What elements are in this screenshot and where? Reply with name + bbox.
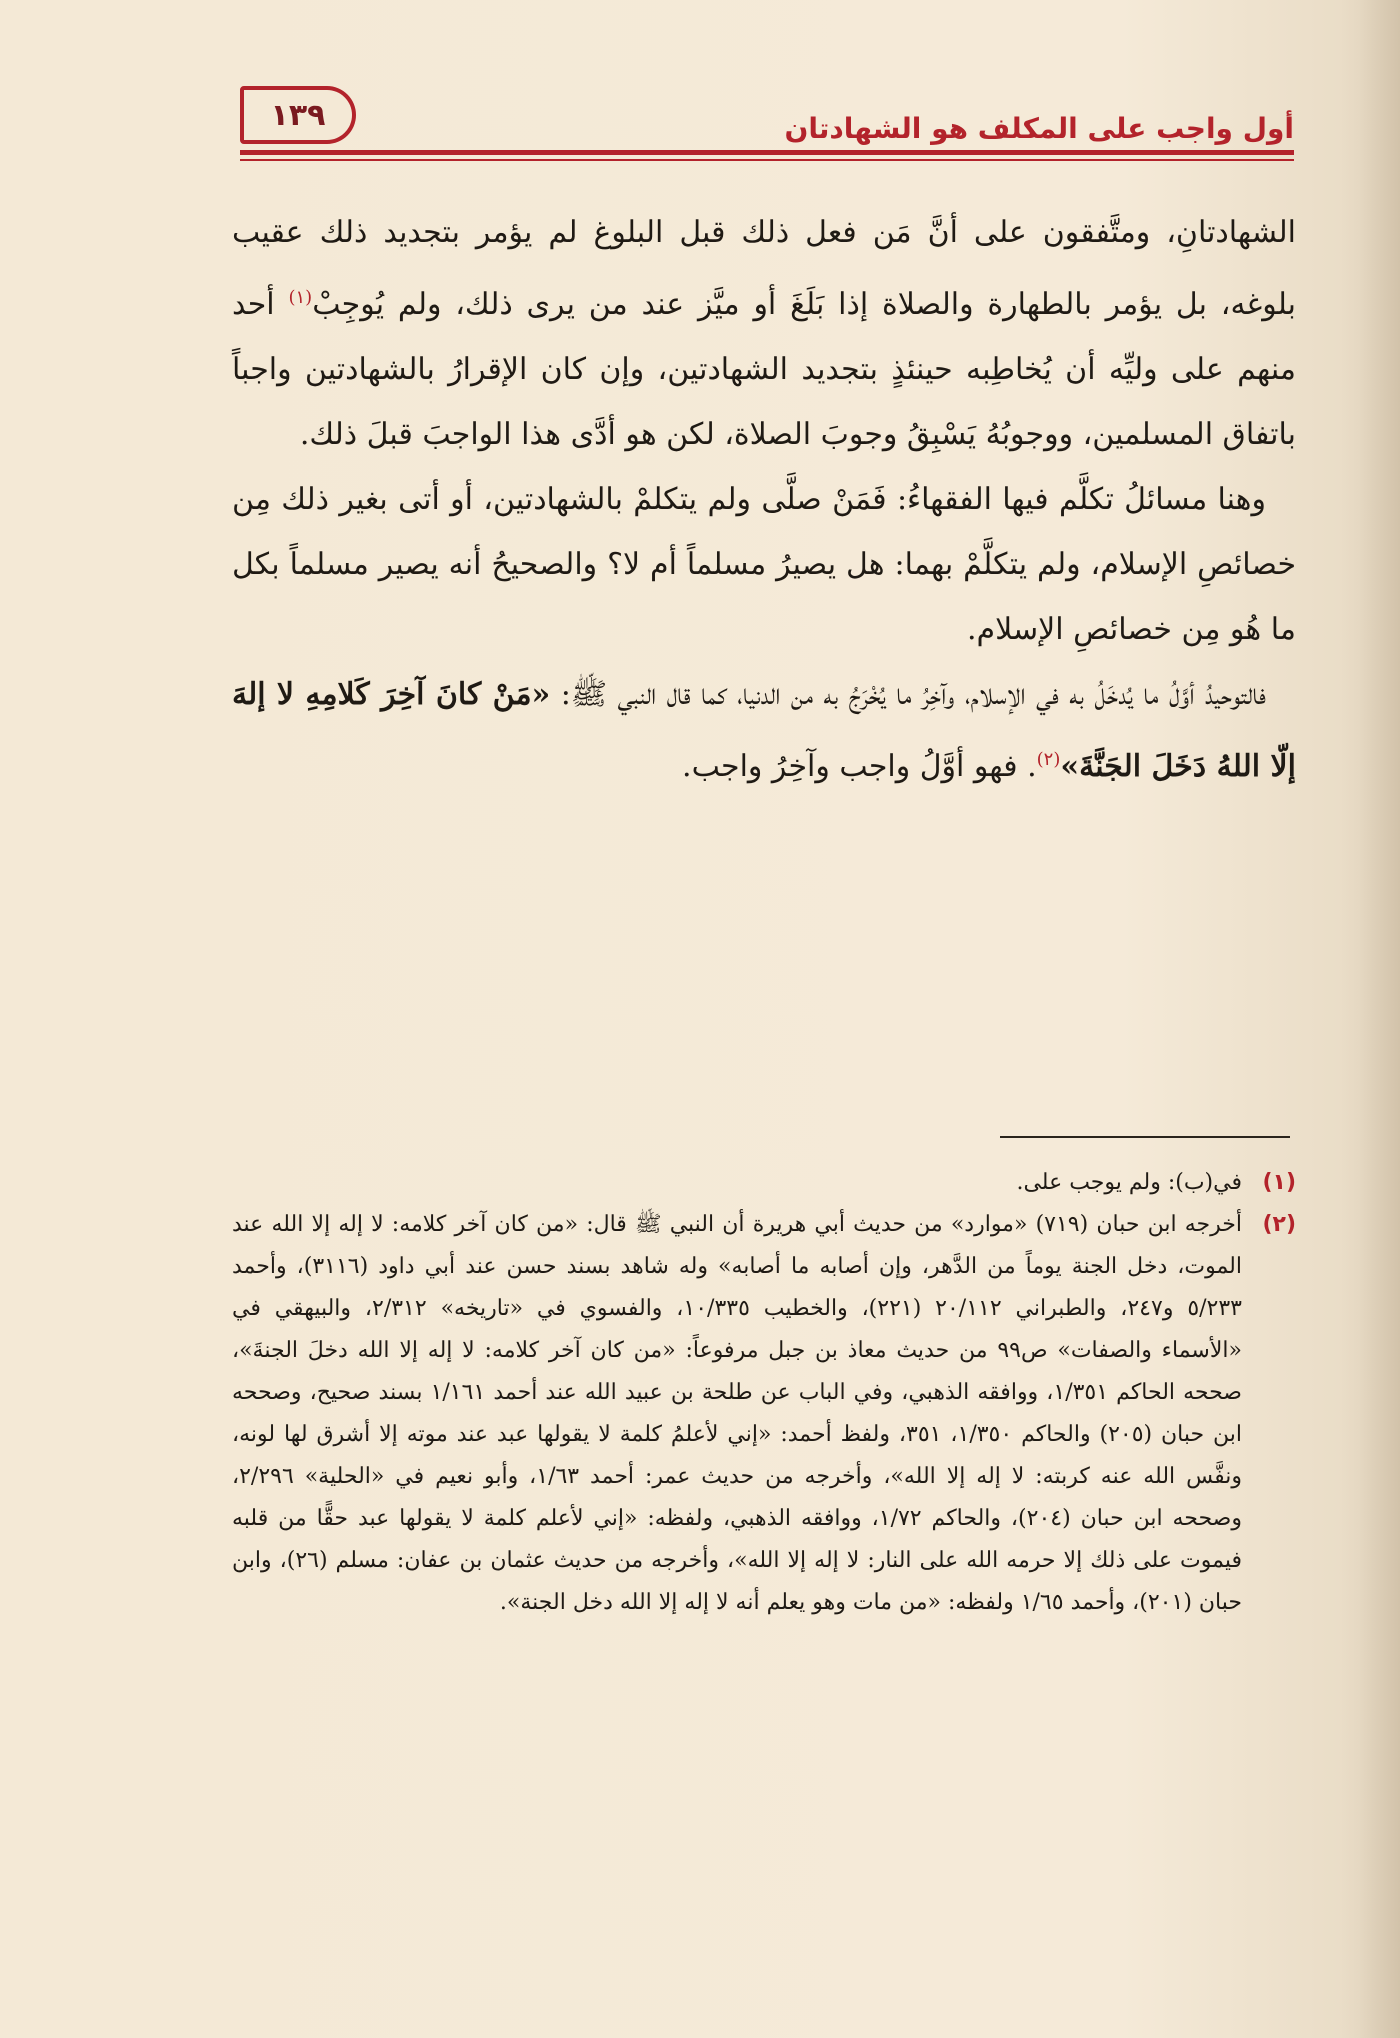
- page-edge-shade: [1340, 0, 1400, 2038]
- main-text: [232, 200, 1296, 799]
- header-rule-thin: [240, 159, 1294, 161]
- page-number: ١٣٩: [240, 86, 356, 144]
- paragraph-1: [232, 200, 1296, 467]
- footnote-text: في(ب): ولم يوجب على.: [1016, 1170, 1242, 1195]
- footnote-1: [232, 1162, 1296, 1204]
- page-header: [240, 80, 1294, 158]
- paragraph-1-part-1: الشهادتانِ، ومتَّفقون على أنَّ مَن فعل ذلك قبل البلوغ لم يؤمر بتجديد ذلك عقيب بلوغه، بل يؤمر بالطهارة والصلاة إذا بَلَغَ أو ميَّز عند من يرى ذلك، ولم يُوجِبْ: [232, 215, 1297, 322]
- footnotes: [232, 1162, 1296, 1624]
- footnote-number: (٢): [1262, 1212, 1296, 1237]
- paragraph-1-part-2: أحد منهم على وليِّه أن يُخاطِبه حينئذٍ بتجديد الشهادتين، وإن كان الإقرارُ بالشهادتين واجباً باتفاق المسلمين، ووجوبُهُ يَسْبِقُ وجوبَ الصلاة، لكن هو أدَّى هذا الواجبَ قبلَ ذلك.: [232, 287, 1296, 452]
- footnote-number: (١): [1262, 1170, 1296, 1195]
- footnote-2: [232, 1204, 1296, 1624]
- paragraph-3-part-2: . فهو أوَّلُ واجب وآخِرُ واجب.: [682, 749, 1037, 784]
- running-title: أول واجب على المكلف هو الشهادتان: [784, 112, 1294, 145]
- paragraph-3: [232, 662, 1296, 799]
- hadith-quote: «مَنْ كانَ آخِرَ كَلامِهِ لا إلهَ إلّا اللهُ دَخَلَ الجَنَّةَ»: [232, 677, 1296, 784]
- footnote-text: أخرجه ابن حبان (٧١٩) «موارد» من حديث أبي هريرة أن النبي ﷺ قال: «من كان آخر كلامه: لا إله إلا الله عند الموت، دخل الجنة يوماً من الدَّهر، وإن أصابه ما أصابه» وله شاهد بسند حسن عند أبي داود (٣١١٦)، وأحمد ٥/٢٣٣ و٢٤٧، والطبراني ٢٠/١١٢ (٢٢١)، والخطيب ١٠/٣٣٥، والفسوي في «تاريخه» ٢/٣١٢، والبيهقي في «الأسماء والصفات» ص٩٩ من حديث معاذ بن جبل مرفوعاً: «من كان آخر كلامه: لا إله إلا الله دخلَ الجنةَ»، صححه الحاكم ١/٣٥١، ووافقه الذهبي، وفي الباب عن طلحة بن عبيد الله عند أحمد ١/١٦١ بسند صحيح، وصححه ابن حبان (٢٠٥) والحاكم ١/٣٥٠، ٣٥١، ولفظ أحمد: «إني لأعلمُ كلمة لا يقولها عبد عند موته إلا أشرق لها لونه، ونفَّس الله عنه كربته: لا إله إلا الله»، وأخرجه من حديث عمر: أحمد ١/٦٣، وأبو نعيم في «الحلية» ٢/٢٩٦، وصححه ابن حبان (٢٠٤)، والحاكم ١/٧٢، ووافقه الذهبي، ولفظه: «إني لأعلم كلمة لا يقولها عبد حقًّا من قلبه فيموت على ذلك إلا حرمه الله على النار: لا إله إلا الله»، وأخرجه من حديث عثمان بن عفان: مسلم (٢٦)، وابن حبان (٢٠١)، وأحمد ١/٦٥ ولفظه: «من مات وهو يعلم أنه لا إله إلا الله دخل الجنة».: [232, 1212, 1243, 1615]
- paragraph-2: وهنا مسائلُ تكلَّم فيها الفقهاءُ: فَمَنْ صلَّى ولم يتكلمْ بالشهادتين، أو أتى بغير ذلك مِن خصائصِ الإسلام، ولم يتكلَّمْ بهما: هل يصيرُ مسلماً أم لا؟ والصحيحُ أنه يصير مسلماً بكل ما هُو مِن خصائصِ الإسلام.: [232, 482, 1296, 647]
- header-rule-thick: [240, 150, 1294, 155]
- footnote-separator: [1000, 1136, 1290, 1138]
- paragraph-3-part-1: فالتوحيدُ أوَّلُ ما يُدخَلُ به في الإسلام، وآخِرُ ما يُخْرَجُ به من الدنيا، كما قال النبي ﷺ:: [550, 677, 1266, 712]
- footnote-ref-1[interactable]: (١): [288, 287, 313, 308]
- footnote-ref-2[interactable]: (٢): [1036, 749, 1061, 770]
